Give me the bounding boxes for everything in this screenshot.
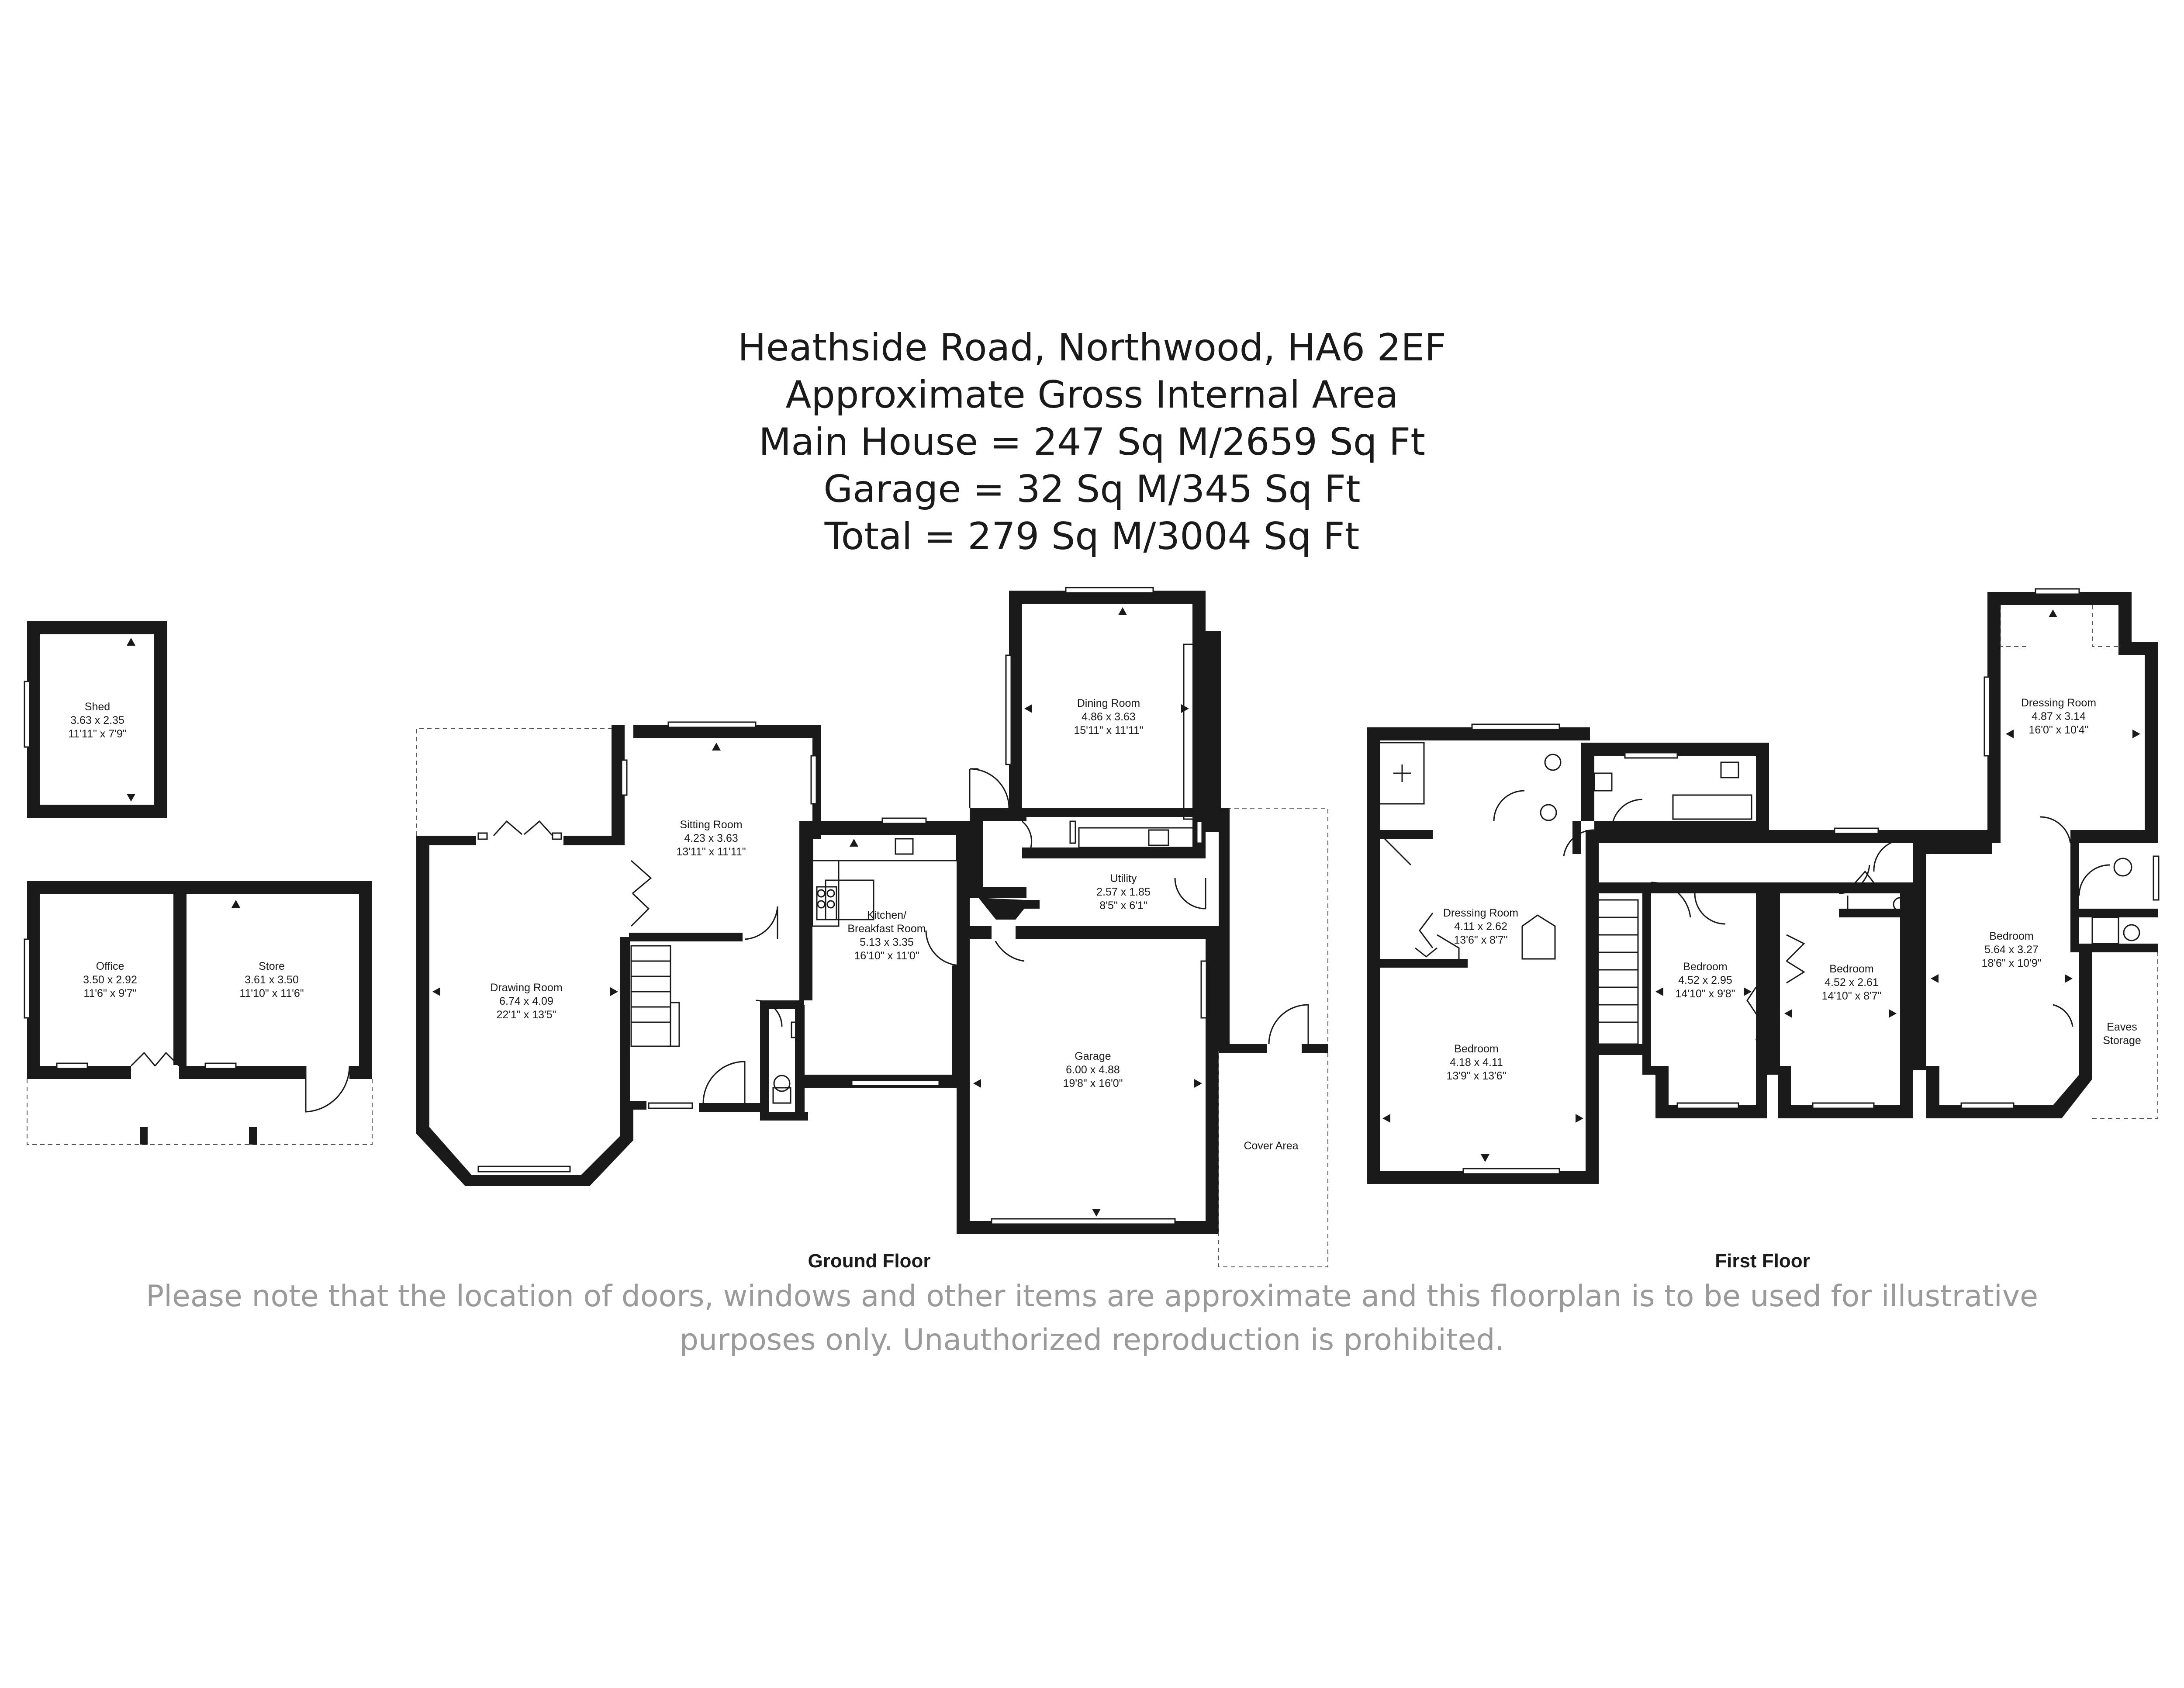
room-name: Shed — [84, 701, 111, 713]
room-name: Dining Room — [1077, 697, 1140, 709]
room-imperial: 22'1" x 13'5" — [496, 1009, 556, 1021]
room-metric: 4.52 x 2.95 — [1678, 974, 1732, 986]
room-label-dressing-room-1 — [1443, 906, 1518, 947]
area-subtitle: Approximate Gross Internal Area — [785, 373, 1399, 417]
ground-floor-label: Ground Floor — [808, 1250, 931, 1272]
first-floor-label: First Floor — [1715, 1250, 1810, 1272]
room-name: Dressing Room — [2021, 697, 2097, 709]
room-name: Bedroom — [1683, 961, 1728, 973]
room-label-shed — [68, 700, 126, 741]
room-imperial: 11'11" x 7'9" — [68, 728, 127, 740]
room-name: Kitchen/ — [867, 909, 907, 921]
room-imperial: 16'0" x 10'4" — [2028, 724, 2089, 736]
total-area: Total = 279 Sq M/3004 Sq Ft — [824, 515, 1360, 558]
room-metric: 4.23 x 3.63 — [684, 832, 738, 844]
room-name: Office — [96, 960, 124, 972]
room-imperial: 15'11" x 11'11" — [1074, 724, 1144, 737]
room-name: Sitting Room — [680, 819, 743, 831]
room-name-2: Storage — [2103, 1034, 2141, 1047]
room-metric: 4.86 x 3.63 — [1082, 711, 1136, 723]
room-label-cover-area — [1244, 1139, 1298, 1153]
room-name-2: Breakfast Room — [847, 923, 926, 935]
room-imperial: 14'10" x 8'7" — [1821, 990, 1882, 1002]
room-name: Eaves — [2107, 1021, 2137, 1033]
room-imperial: 11'6" x 9'7" — [83, 987, 137, 1000]
room-name: Bedroom — [1829, 963, 1874, 975]
room-name: Cover Area — [1244, 1140, 1299, 1152]
room-label-eaves-storage — [2103, 1020, 2141, 1048]
room-name: Bedroom — [1989, 930, 2034, 942]
room-label-sitting-room — [676, 818, 746, 859]
disclaimer — [0, 1275, 2184, 1362]
room-label-dressing-room-2 — [2021, 696, 2096, 737]
room-metric: 6.74 x 4.09 — [499, 995, 553, 1007]
room-metric: 4.87 x 3.14 — [2032, 710, 2086, 723]
room-name: Drawing Room — [490, 982, 563, 994]
room-name: Bedroom — [1454, 1043, 1499, 1055]
room-label-utility — [1096, 872, 1151, 913]
main-house-area: Main House = 247 Sq M/2659 Sq Ft — [759, 420, 1425, 464]
room-imperial: 14'10" x 9'8" — [1675, 988, 1735, 1000]
room-metric: 4.18 x 4.11 — [1450, 1056, 1503, 1069]
room-metric: 2.57 x 1.85 — [1096, 886, 1151, 898]
room-label-drawing-room — [490, 981, 562, 1022]
room-name: Store — [259, 960, 285, 972]
room-metric: 4.11 x 2.62 — [1454, 920, 1507, 933]
room-imperial: 16'10" x 11'0" — [854, 950, 919, 962]
room-metric: 4.52 x 2.61 — [1825, 976, 1879, 989]
disclaimer-line-1: Please note that the location of doors, windows and other items are approximate and this floorplan is to be used for illustrative — [146, 1279, 2038, 1314]
room-imperial: 13'6" x 8'7" — [1454, 934, 1508, 946]
room-label-garage — [1063, 1050, 1123, 1090]
address-title: Heathside Road, Northwood, HA6 2EF — [738, 326, 1446, 370]
room-name: Utility — [1110, 872, 1137, 885]
room-metric: 5.64 x 3.27 — [1984, 944, 2039, 956]
room-metric: 3.63 x 2.35 — [70, 714, 124, 726]
first-floor-outline — [1367, 589, 2159, 1184]
room-name: Dressing Room — [1443, 907, 1519, 919]
room-label-bedroom-1 — [1446, 1042, 1506, 1083]
room-imperial: 13'11" x 11'11" — [676, 846, 746, 858]
room-name: Garage — [1075, 1050, 1111, 1062]
room-label-bedroom-3 — [1821, 962, 1881, 1003]
room-imperial: 11'10" x 11'6" — [239, 987, 304, 1000]
room-label-office — [83, 960, 137, 1000]
room-label-bedroom-2 — [1675, 960, 1735, 1001]
room-imperial: 8'5" x 6'1" — [1099, 899, 1147, 912]
room-metric: 6.00 x 4.88 — [1066, 1064, 1120, 1076]
room-imperial: 19'8" x 16'0" — [1063, 1077, 1123, 1090]
room-metric: 3.61 x 3.50 — [245, 974, 299, 986]
disclaimer-line-2: purposes only. Unauthorized reproduction is prohibited. — [679, 1323, 1505, 1357]
room-imperial: 13'9" x 13'6" — [1446, 1070, 1507, 1082]
room-metric: 3.50 x 2.92 — [83, 974, 137, 986]
room-label-dining-room — [1074, 697, 1143, 737]
room-label-bedroom-4 — [1981, 930, 2041, 970]
room-metric: 5.13 x 3.35 — [860, 936, 914, 948]
room-label-kitchen — [847, 909, 926, 963]
garage-area: Garage = 32 Sq M/345 Sq Ft — [823, 467, 1361, 511]
office-store-outline — [24, 881, 372, 1145]
room-label-store — [239, 960, 304, 1000]
room-imperial: 18'6" x 10'9" — [1981, 957, 2042, 969]
